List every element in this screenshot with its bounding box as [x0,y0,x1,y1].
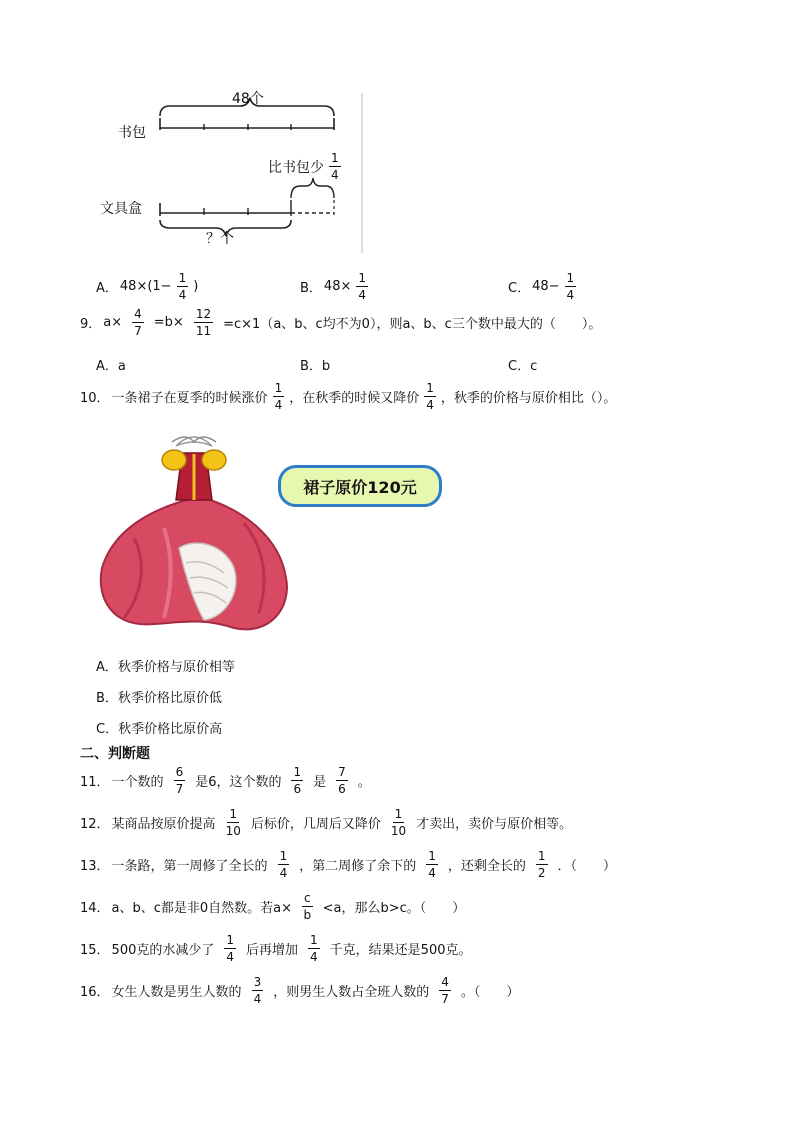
fraction-denominator: 4 [253,992,262,1006]
question-12 [80,808,572,837]
question-text: 是 [313,775,327,790]
diagram-less-label [268,152,344,181]
question-text: 一个数的 [111,775,164,790]
fraction-numerator: 1 [178,271,187,285]
question-fraction [424,382,436,411]
question-text: ，则男生人数占全班人数的 [273,985,430,1000]
question-fraction [336,766,348,795]
fraction-denominator: 7 [175,782,184,796]
fraction-numerator: 1 [229,807,238,821]
question-fraction [291,766,303,795]
question-text: 500克的水减少了 [111,943,215,958]
fraction-denominator: 4 [358,288,366,302]
question-text: ，第二周修了余下的 [299,859,417,874]
fraction-denominator: 4 [274,398,283,412]
question-text: =b× [153,315,184,330]
question-number: 14． [80,901,110,916]
question-11 [80,766,371,795]
question-number: 10． [80,391,110,406]
question-13 [80,850,616,879]
question-fraction [273,382,285,411]
fraction-numerator: 1 [537,849,546,863]
option-text: 48× [323,279,352,294]
diagram-bookbag-label: 书包 [118,125,146,141]
question-text: ，秋季的价格与原价相比（）。 [440,391,617,406]
fraction-numerator: 1 [566,271,575,285]
fraction-denominator: 10 [225,824,241,838]
question-text: 后再增加 [246,943,299,958]
question-15 [80,934,472,963]
option-fraction [356,272,368,301]
question-text: 。（ ） [460,985,520,1000]
q10-option-b[interactable]: B．秋季价格比原价低 [96,691,222,706]
fraction-numerator: 1 [274,381,283,395]
question-fraction [132,308,144,337]
question-text: 才卖出，卖价与原价相等。 [416,817,573,832]
diagram-total-label: 48个 [232,91,264,107]
option-text: 48×(1− [119,279,172,294]
q8-option-b[interactable] [300,272,371,301]
question-text: ，在秋季的时候又降价 [289,391,420,406]
question-number: 13． [80,859,110,874]
fraction-denominator: 7 [134,324,142,338]
question-number: 9． [80,317,102,332]
option-letter: C． [508,281,531,296]
diagram-question-label: ？个 [206,231,234,247]
question-text: 。 [357,775,371,790]
fraction-denominator: 11 [195,324,212,338]
question-text: 千克，结果还是500克。 [329,943,472,958]
q8-option-c[interactable] [508,272,579,301]
fraction-numerator: 4 [441,975,449,989]
question-14 [80,892,465,921]
fraction-numerator: 1 [394,807,403,821]
question-10 [80,382,616,411]
question-text: 某商品按原价提高 [111,817,216,832]
fraction-denominator: 10 [390,824,407,838]
fraction-denominator: 4 [178,288,187,302]
fraction-denominator: 6 [338,782,346,796]
option-text-end: ) [193,279,199,294]
fraction-numerator: 1 [279,849,288,863]
option-letter: A． [96,281,118,296]
fraction-denominator: 4 [426,398,434,412]
question-number: 16． [80,985,110,1000]
fraction-denominator: 4 [279,866,288,880]
question-16 [80,976,519,1005]
fraction-numerator: 12 [195,307,212,321]
diagram-pencilbox-label: 文具盒 [100,201,142,217]
fraction-numerator: 1 [428,849,436,863]
question-fraction [302,892,313,921]
section-title-judgement: 二、判断题 [80,746,150,762]
question-fraction [226,808,241,837]
fraction-denominator: 6 [293,782,302,796]
question-text: =c×1（a、b、c均不为0），则a、b、c三个数中最大的（ ）。 [223,317,602,332]
q9-option-b[interactable]: B．b [300,359,331,374]
question-text: ．（ ） [557,859,617,874]
question-fraction [194,308,213,337]
question-text: ，还剩全长的 [447,859,526,874]
q10-option-a[interactable]: A．秋季价格与原价相等 [96,660,235,675]
fraction-numerator: 7 [338,765,346,779]
dress-image [94,428,294,640]
question-number: 15． [80,943,110,958]
question-fraction [426,850,438,879]
fraction-numerator: c [304,891,311,905]
option-fraction [177,272,189,301]
fraction-numerator: 1 [310,933,318,947]
fraction-numerator: 1 [358,271,366,285]
fraction-numerator: 4 [134,307,142,321]
question-fraction [224,934,236,963]
diagram-less-fraction [329,152,341,181]
fraction-denominator: b [303,908,312,922]
question-text: <a，那么b>c。（ ） [322,901,466,916]
question-text: 是6，这个数的 [195,775,282,790]
fraction-numerator: 1 [426,381,434,395]
fraction-denominator: 7 [441,992,449,1006]
fraction-denominator: 4 [331,168,339,182]
question-number: 12． [80,817,110,832]
question-fraction [252,976,264,1005]
option-text: 48− [532,279,560,294]
diagram-less-text: 比书包少 [268,159,324,176]
question-number: 11． [80,775,110,790]
fraction-denominator: 4 [428,866,436,880]
price-bubble: 裙子原价120元 [278,465,442,507]
question-text: a× [103,315,123,330]
q8-option-a[interactable] [96,272,198,301]
question-fraction [391,808,406,837]
q10-option-c[interactable]: C．秋季价格比原价高 [96,722,223,737]
question-fraction [536,850,548,879]
option-letter: B． [300,281,322,296]
fraction-denominator: 4 [566,288,575,302]
fraction-numerator: 1 [293,765,302,779]
q9-option-a[interactable]: A．a [96,359,126,374]
fraction-numerator: 1 [331,151,339,165]
fraction-numerator: 1 [226,933,235,947]
fraction-denominator: 4 [226,950,235,964]
question-fraction [308,934,320,963]
fraction-numerator: 6 [175,765,184,779]
question-9 [80,308,601,337]
question-fraction [174,766,186,795]
question-text: 一条裙子在夏季的时候涨价 [111,391,268,406]
question-text: 一条路，第一周修了全长的 [111,859,268,874]
question-text: 后标价，几周后又降价 [250,817,381,832]
question-text: a、b、c都是非0自然数。若a× [111,901,293,916]
fraction-numerator: 3 [253,975,262,989]
question-fraction [278,850,290,879]
dress-illustration [94,428,294,640]
fraction-denominator: 2 [537,866,546,880]
question-fraction [439,976,451,1005]
fraction-denominator: 4 [310,950,318,964]
question-text: 女生人数是男生人数的 [111,985,242,1000]
option-fraction [565,272,577,301]
q9-option-c[interactable]: C．c [508,359,538,374]
